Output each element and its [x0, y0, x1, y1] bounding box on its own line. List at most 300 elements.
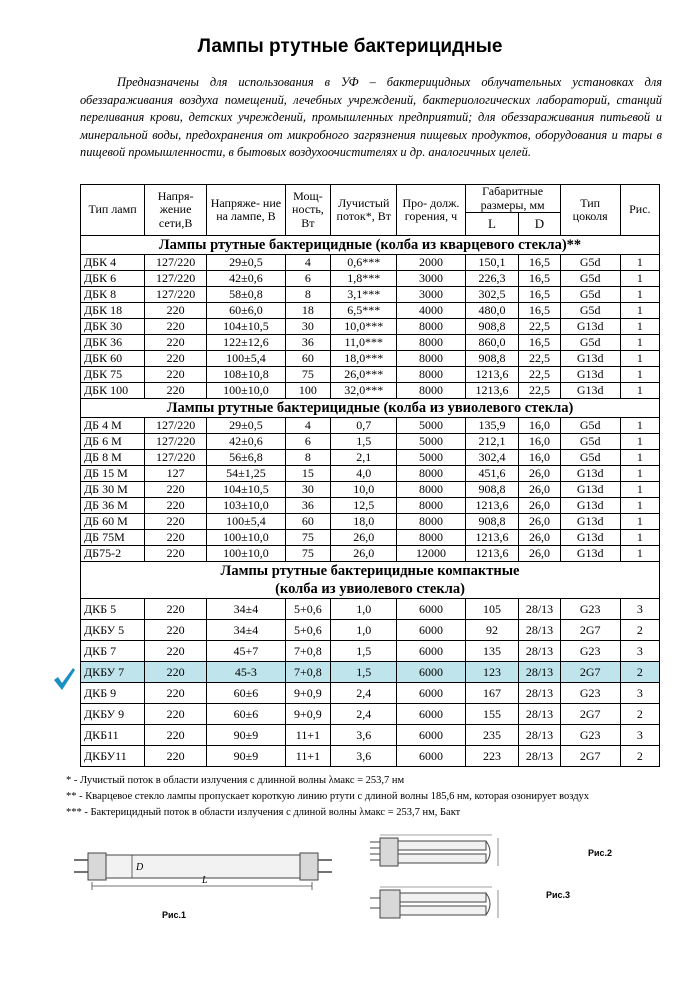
cell-flux: 2,1: [331, 450, 397, 466]
cell-voltage-net: 220: [145, 641, 207, 662]
table-row: [81, 418, 660, 434]
cell-diameter: 16,5: [519, 287, 560, 303]
cell-flux: 6,5***: [331, 303, 397, 319]
cell-flux: 1,5: [331, 434, 397, 450]
cell-type: ДБК 60: [81, 351, 145, 367]
cell-voltage-net: 127/220: [145, 287, 207, 303]
table-row: [81, 620, 660, 641]
cell-voltage-net: 220: [145, 746, 207, 767]
cell-life: 6000: [397, 599, 465, 620]
cell-flux: 1,0: [331, 620, 397, 641]
cell-base: G13d: [560, 546, 620, 562]
cell-life: 6000: [397, 641, 465, 662]
cell-voltage-lamp: 90±9: [207, 746, 286, 767]
table-row: [81, 482, 660, 498]
cell-length: 908,8: [465, 351, 519, 367]
cell-voltage-lamp: 60±6,0: [207, 303, 286, 319]
cell-type: ДБК 75: [81, 367, 145, 383]
cell-figure: 3: [620, 599, 659, 620]
cell-flux: 18,0: [331, 514, 397, 530]
cell-life: 2000: [397, 255, 465, 271]
cell-life: 6000: [397, 704, 465, 725]
cell-power: 7+0,8: [285, 641, 330, 662]
section-title: Лампы ртутные бактерицидные (колба из увиолевого стекла): [81, 399, 660, 418]
cell-length: 135: [465, 641, 519, 662]
cell-type: ДКБ 9: [81, 683, 145, 704]
cell-power: 5+0,6: [285, 620, 330, 641]
cell-voltage-net: 220: [145, 335, 207, 351]
section-title: Лампы ртутные бактерицидные компактные (колба из увиолевого стекла): [81, 562, 660, 599]
cell-length: 302,4: [465, 450, 519, 466]
table-row: [81, 335, 660, 351]
cell-length: 480,0: [465, 303, 519, 319]
cell-voltage-lamp: 34±4: [207, 599, 286, 620]
cell-length: 908,8: [465, 319, 519, 335]
cell-base: G13d: [560, 367, 620, 383]
cell-flux: 1,8***: [331, 271, 397, 287]
cell-voltage-net: 220: [145, 383, 207, 399]
header-power: Мощ- ность, Вт: [285, 185, 330, 236]
cell-power: 30: [285, 482, 330, 498]
cell-type: ДБ 30 М: [81, 482, 145, 498]
cell-diameter: 26,0: [519, 546, 560, 562]
figure-2-compact-lamp: [368, 832, 508, 872]
cell-base: G13d: [560, 319, 620, 335]
cell-voltage-lamp: 103±10,0: [207, 498, 286, 514]
cell-life: 6000: [397, 620, 465, 641]
cell-figure: 1: [620, 303, 659, 319]
footnotes: [66, 773, 686, 821]
cell-life: 3000: [397, 271, 465, 287]
cell-voltage-lamp: 100±10,0: [207, 530, 286, 546]
cell-diameter: 28/13: [519, 620, 560, 641]
cell-life: 8000: [397, 498, 465, 514]
cell-power: 11+1: [285, 725, 330, 746]
cell-figure: 1: [620, 498, 659, 514]
cell-life: 3000: [397, 287, 465, 303]
cell-flux: 0,6***: [331, 255, 397, 271]
cell-diameter: 28/13: [519, 704, 560, 725]
header-life: Про- долж. горения, ч: [397, 185, 465, 236]
header-voltage-net: Напря- жение сети,В: [145, 185, 207, 236]
cell-figure: 1: [620, 466, 659, 482]
cell-diameter: 28/13: [519, 599, 560, 620]
cell-voltage-lamp: 29±0,5: [207, 255, 286, 271]
cell-figure: 1: [620, 255, 659, 271]
cell-flux: 26,0: [331, 530, 397, 546]
cell-length: 860,0: [465, 335, 519, 351]
cell-diameter: 26,0: [519, 498, 560, 514]
cell-flux: 3,6: [331, 725, 397, 746]
cell-base: G5d: [560, 335, 620, 351]
header-voltage-lamp: Напряже- ние на лампе, В: [207, 185, 286, 236]
cell-flux: 3,6: [331, 746, 397, 767]
cell-base: G13d: [560, 530, 620, 546]
cell-flux: 2,4: [331, 704, 397, 725]
cell-figure: 1: [620, 383, 659, 399]
cell-voltage-net: 127/220: [145, 434, 207, 450]
cell-figure: 1: [620, 367, 659, 383]
cell-diameter: 16,0: [519, 418, 560, 434]
cell-length: 1213,6: [465, 530, 519, 546]
table-row: [81, 466, 660, 482]
cell-base: G23: [560, 641, 620, 662]
cell-flux: 1,5: [331, 662, 397, 683]
figure-3-label: Рис.3: [546, 890, 571, 900]
cell-base: G13d: [560, 466, 620, 482]
header-base: Тип цоколя: [560, 185, 620, 236]
cell-voltage-net: 220: [145, 498, 207, 514]
cell-life: 8000: [397, 530, 465, 546]
footnote-1: * - Лучистый поток в области излучения с длинной волны λмакс = 253,7 нм: [66, 775, 405, 786]
section-header: [81, 399, 660, 418]
section-header: [81, 236, 660, 255]
cell-life: 8000: [397, 482, 465, 498]
cell-life: 8000: [397, 367, 465, 383]
cell-power: 6: [285, 434, 330, 450]
cell-base: G5d: [560, 255, 620, 271]
cell-type: ДКБУ11: [81, 746, 145, 767]
cell-voltage-lamp: 45+7: [207, 641, 286, 662]
cell-type: ДБ 6 М: [81, 434, 145, 450]
cell-figure: 1: [620, 335, 659, 351]
cell-flux: 4,0: [331, 466, 397, 482]
cell-flux: 12,5: [331, 498, 397, 514]
table-row: [81, 367, 660, 383]
cell-voltage-net: 220: [145, 599, 207, 620]
cell-base: G5d: [560, 303, 620, 319]
cell-type: ДБ75-2: [81, 546, 145, 562]
cell-base: G5d: [560, 450, 620, 466]
header-flux: Лучистый поток*, Вт: [331, 185, 397, 236]
cell-figure: 1: [620, 319, 659, 335]
cell-voltage-net: 220: [145, 530, 207, 546]
cell-type: ДБ 75М: [81, 530, 145, 546]
cell-power: 30: [285, 319, 330, 335]
cell-power: 18: [285, 303, 330, 319]
cell-voltage-lamp: 45-3: [207, 662, 286, 683]
checkmark-icon: [52, 666, 76, 692]
cell-voltage-net: 220: [145, 319, 207, 335]
table-row: [81, 287, 660, 303]
cell-diameter: 16,5: [519, 255, 560, 271]
cell-base: 2G7: [560, 704, 620, 725]
cell-figure: 2: [620, 704, 659, 725]
cell-power: 11+1: [285, 746, 330, 767]
cell-base: G13d: [560, 482, 620, 498]
header-l: L: [465, 213, 519, 236]
cell-figure: 2: [620, 746, 659, 767]
dim-l-label: L: [202, 875, 208, 886]
cell-diameter: 22,5: [519, 319, 560, 335]
cell-voltage-net: 220: [145, 725, 207, 746]
table-row: [81, 546, 660, 562]
cell-power: 60: [285, 514, 330, 530]
cell-voltage-lamp: 60±6: [207, 683, 286, 704]
cell-power: 4: [285, 255, 330, 271]
cell-figure: 1: [620, 418, 659, 434]
cell-base: G13d: [560, 351, 620, 367]
cell-type: ДКБ 7: [81, 641, 145, 662]
cell-voltage-net: 127/220: [145, 418, 207, 434]
cell-flux: 18,0***: [331, 351, 397, 367]
cell-power: 8: [285, 450, 330, 466]
cell-length: 92: [465, 620, 519, 641]
cell-voltage-net: 127/220: [145, 271, 207, 287]
cell-voltage-lamp: 122±12,6: [207, 335, 286, 351]
cell-base: G23: [560, 599, 620, 620]
cell-length: 223: [465, 746, 519, 767]
cell-flux: 26,0: [331, 546, 397, 562]
cell-figure: 1: [620, 546, 659, 562]
cell-type: ДБ 8 М: [81, 450, 145, 466]
cell-flux: 32,0***: [331, 383, 397, 399]
cell-type: ДБ 36 М: [81, 498, 145, 514]
cell-length: 135,9: [465, 418, 519, 434]
table-row: [81, 530, 660, 546]
cell-life: 8000: [397, 351, 465, 367]
cell-base: G23: [560, 683, 620, 704]
cell-life: 6000: [397, 725, 465, 746]
cell-flux: 11,0***: [331, 335, 397, 351]
cell-base: G13d: [560, 498, 620, 514]
cell-type: ДКБ 5: [81, 599, 145, 620]
cell-type: ДБК 18: [81, 303, 145, 319]
figure-3-compact-lamp: [368, 884, 508, 924]
figure-1-label: Рис.1: [162, 910, 187, 920]
cell-figure: 1: [620, 271, 659, 287]
cell-voltage-lamp: 60±6: [207, 704, 286, 725]
cell-life: 5000: [397, 450, 465, 466]
cell-power: 75: [285, 530, 330, 546]
cell-power: 9+0,9: [285, 704, 330, 725]
cell-voltage-lamp: 100±10,0: [207, 383, 286, 399]
cell-voltage-net: 220: [145, 303, 207, 319]
cell-type: ДБК 36: [81, 335, 145, 351]
cell-voltage-lamp: 108±10,8: [207, 367, 286, 383]
footnote-3: *** - Бактерицидный поток в области излучения с длиной волны λмакс = 253,7 нм, Бакт: [66, 807, 461, 818]
table-row: [81, 641, 660, 662]
cell-power: 36: [285, 335, 330, 351]
cell-voltage-lamp: 100±5,4: [207, 351, 286, 367]
cell-type: ДБК 4: [81, 255, 145, 271]
cell-power: 36: [285, 498, 330, 514]
cell-voltage-lamp: 104±10,5: [207, 319, 286, 335]
table-row: [81, 746, 660, 767]
cell-length: 226,3: [465, 271, 519, 287]
cell-life: 8000: [397, 383, 465, 399]
cell-life: 4000: [397, 303, 465, 319]
header-type: Тип ламп: [81, 185, 145, 236]
cell-voltage-net: 127: [145, 466, 207, 482]
table-row: [81, 450, 660, 466]
cell-voltage-net: 220: [145, 704, 207, 725]
cell-voltage-net: 127/220: [145, 450, 207, 466]
cell-diameter: 28/13: [519, 746, 560, 767]
header-dims: Габаритные размеры, мм: [465, 185, 560, 213]
cell-life: 8000: [397, 514, 465, 530]
figure-2-label: Рис.2: [588, 848, 613, 858]
cell-flux: 10,0***: [331, 319, 397, 335]
cell-figure: 3: [620, 641, 659, 662]
cell-length: 1213,6: [465, 498, 519, 514]
cell-voltage-lamp: 100±10,0: [207, 546, 286, 562]
cell-figure: 3: [620, 725, 659, 746]
table-row: [81, 255, 660, 271]
table-row: [81, 271, 660, 287]
dim-d-label: D: [136, 862, 144, 873]
cell-flux: 0,7: [331, 418, 397, 434]
cell-figure: 3: [620, 683, 659, 704]
cell-base: G23: [560, 725, 620, 746]
cell-life: 8000: [397, 466, 465, 482]
cell-figure: 1: [620, 450, 659, 466]
cell-diameter: 22,5: [519, 367, 560, 383]
table-row: [81, 662, 660, 683]
cell-power: 75: [285, 546, 330, 562]
section-header: [81, 562, 660, 599]
footnote-2: ** - Кварцевое стекло лампы пропускает короткую линию ртути с длиной волны 185,6 нм, которая озонирует воздух: [66, 791, 590, 802]
cell-length: 302,5: [465, 287, 519, 303]
cell-type: ДБК 30: [81, 319, 145, 335]
cell-diameter: 28/13: [519, 662, 560, 683]
cell-voltage-lamp: 90±9: [207, 725, 286, 746]
cell-type: ДКБ11: [81, 725, 145, 746]
cell-life: 8000: [397, 319, 465, 335]
table-row: [81, 303, 660, 319]
cell-base: G5d: [560, 418, 620, 434]
cell-base: G5d: [560, 434, 620, 450]
cell-diameter: 16,0: [519, 450, 560, 466]
intro-paragraph: Предназначены для использования в УФ – бактерицидных облучательных установках для обеззараживания воздуха помещений, лечебных учреждений, бактериологических лабораторий, станций переливания крови, детских учреждений, промышленных предприятий; для обеззараживания питьевой и минеральной воды, предохранения от микробного загрязнения пищевых продуктов, оборудования и тары в пищевой промышленности, в бытовых воздухоочистителях и др. аналогичных целей.: [80, 75, 662, 159]
cell-diameter: 16,5: [519, 271, 560, 287]
cell-length: 1213,6: [465, 546, 519, 562]
cell-base: 2G7: [560, 746, 620, 767]
cell-figure: 2: [620, 620, 659, 641]
cell-life: 12000: [397, 546, 465, 562]
cell-base: G5d: [560, 287, 620, 303]
header-d: D: [519, 213, 560, 236]
cell-figure: 1: [620, 514, 659, 530]
cell-voltage-net: 220: [145, 546, 207, 562]
cell-life: 8000: [397, 335, 465, 351]
cell-life: 6000: [397, 683, 465, 704]
cell-power: 5+0,6: [285, 599, 330, 620]
cell-voltage-net: 220: [145, 351, 207, 367]
cell-length: 908,8: [465, 514, 519, 530]
cell-voltage-net: 220: [145, 662, 207, 683]
lamp-spec-table: [80, 184, 660, 767]
cell-diameter: 16,0: [519, 434, 560, 450]
cell-diameter: 28/13: [519, 641, 560, 662]
cell-diameter: 16,5: [519, 335, 560, 351]
cell-base: G5d: [560, 271, 620, 287]
cell-flux: 26,0***: [331, 367, 397, 383]
cell-figure: 1: [620, 351, 659, 367]
cell-length: 1213,6: [465, 367, 519, 383]
cell-diameter: 16,5: [519, 303, 560, 319]
cell-base: G13d: [560, 514, 620, 530]
cell-power: 9+0,9: [285, 683, 330, 704]
cell-life: 6000: [397, 662, 465, 683]
cell-diameter: 22,5: [519, 383, 560, 399]
table-row: [81, 725, 660, 746]
cell-figure: 2: [620, 662, 659, 683]
cell-type: ДКБУ 9: [81, 704, 145, 725]
cell-power: 8: [285, 287, 330, 303]
cell-voltage-lamp: 42±0,6: [207, 271, 286, 287]
cell-length: 235: [465, 725, 519, 746]
cell-type: ДБ 60 М: [81, 514, 145, 530]
cell-voltage-lamp: 56±6,8: [207, 450, 286, 466]
cell-voltage-lamp: 58±0,8: [207, 287, 286, 303]
cell-diameter: 26,0: [519, 466, 560, 482]
table-row: [81, 599, 660, 620]
cell-type: ДБК 100: [81, 383, 145, 399]
cell-length: 908,8: [465, 482, 519, 498]
cell-length: 150,1: [465, 255, 519, 271]
cell-power: 100: [285, 383, 330, 399]
table-row: [81, 319, 660, 335]
cell-power: 6: [285, 271, 330, 287]
cell-flux: 1,0: [331, 599, 397, 620]
cell-figure: 1: [620, 530, 659, 546]
cell-figure: 1: [620, 482, 659, 498]
table-row: [81, 434, 660, 450]
cell-voltage-net: 220: [145, 482, 207, 498]
table-row: [81, 704, 660, 725]
table-row: [81, 498, 660, 514]
cell-type: ДБК 8: [81, 287, 145, 303]
cell-power: 4: [285, 418, 330, 434]
cell-voltage-lamp: 104±10,5: [207, 482, 286, 498]
cell-voltage-net: 220: [145, 620, 207, 641]
cell-diameter: 22,5: [519, 351, 560, 367]
cell-voltage-net: 127/220: [145, 255, 207, 271]
cell-diameter: 26,0: [519, 482, 560, 498]
cell-voltage-lamp: 42±0,6: [207, 434, 286, 450]
cell-type: ДКБУ 5: [81, 620, 145, 641]
table-row: [81, 514, 660, 530]
cell-length: 167: [465, 683, 519, 704]
cell-type: ДБ 15 М: [81, 466, 145, 482]
cell-flux: 3,1***: [331, 287, 397, 303]
cell-life: 5000: [397, 418, 465, 434]
cell-diameter: 26,0: [519, 514, 560, 530]
cell-figure: 1: [620, 434, 659, 450]
cell-flux: 1,5: [331, 641, 397, 662]
cell-power: 75: [285, 367, 330, 383]
cell-voltage-lamp: 29±0,5: [207, 418, 286, 434]
cell-voltage-net: 220: [145, 367, 207, 383]
cell-power: 15: [285, 466, 330, 482]
cell-type: ДБК 6: [81, 271, 145, 287]
cell-voltage-lamp: 54±1,25: [207, 466, 286, 482]
cell-type: ДКБУ 7: [81, 662, 145, 683]
cell-diameter: 26,0: [519, 530, 560, 546]
cell-flux: 2,4: [331, 683, 397, 704]
cell-length: 1213,6: [465, 383, 519, 399]
cell-length: 451,6: [465, 466, 519, 482]
cell-life: 5000: [397, 434, 465, 450]
cell-flux: 10,0: [331, 482, 397, 498]
cell-diameter: 28/13: [519, 683, 560, 704]
cell-length: 155: [465, 704, 519, 725]
cell-voltage-net: 220: [145, 514, 207, 530]
cell-base: 2G7: [560, 620, 620, 641]
header-fig: Рис.: [620, 185, 659, 236]
cell-voltage-lamp: 100±5,4: [207, 514, 286, 530]
